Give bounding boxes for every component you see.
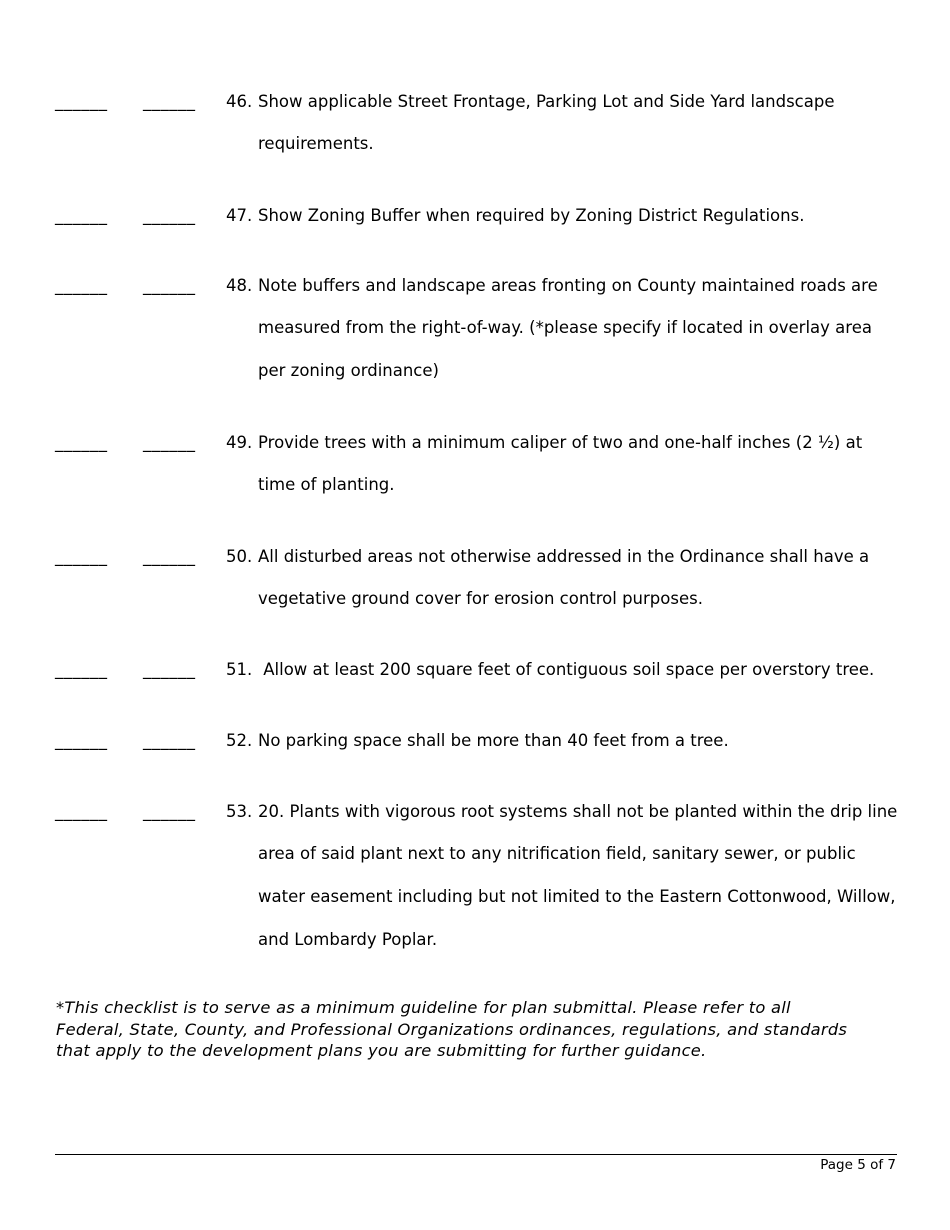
- item-text: Allow at least 200 square feet of contiguous soil space per overstory tree.: [258, 659, 875, 679]
- blank-line-second[interactable]: ______: [143, 206, 196, 225]
- blank-line-first[interactable]: ______: [55, 802, 108, 821]
- blank-line-second[interactable]: ______: [143, 276, 196, 295]
- item-text: Show applicable Street Frontage, Parking Lot and Side Yard landscape requirements.: [258, 91, 835, 154]
- item-text: No parking space shall be more than 40 feet from a tree.: [258, 730, 729, 750]
- item-number: 51.: [226, 660, 253, 679]
- item-number: 50.: [226, 547, 253, 566]
- item-number: 53.: [226, 802, 253, 821]
- blank-line-first[interactable]: ______: [55, 731, 108, 750]
- guideline-note: *This checklist is to serve as a minimum guideline for plan submittal. Please refer to all Federal, State, County, and Professional Organizations ordinances, regulations, and standards that apply to the development plans you are submitting for further guidance.: [56, 998, 848, 1061]
- item-number: 52.: [226, 731, 253, 750]
- page-number: Page 5 of 7: [820, 1157, 896, 1173]
- item-text: Provide trees with a minimum caliper of two and one-half inches (2 ½) at time of planting.: [258, 432, 863, 495]
- footer-divider: [55, 1154, 897, 1155]
- item-number: 46.: [226, 92, 253, 111]
- blank-line-first[interactable]: ______: [55, 206, 108, 225]
- blank-line-first[interactable]: ______: [55, 660, 108, 679]
- item-text: Note buffers and landscape areas fronting on County maintained roads are measured from the right-of-way. (*please specify if located in overlay area per zoning ordinance): [258, 275, 878, 381]
- item-number: 49.: [226, 433, 253, 452]
- item-number: 47.: [226, 206, 253, 225]
- blank-line-second[interactable]: ______: [143, 802, 196, 821]
- blank-line-second[interactable]: ______: [143, 92, 196, 111]
- item-number: 48.: [226, 276, 253, 295]
- blank-line-second[interactable]: ______: [143, 660, 196, 679]
- blank-line-first[interactable]: ______: [55, 547, 108, 566]
- blank-line-first[interactable]: ______: [55, 92, 108, 111]
- item-text: All disturbed areas not otherwise addressed in the Ordinance shall have a vegetative ground cover for erosion control purposes.: [258, 546, 870, 609]
- blank-line-first[interactable]: ______: [55, 433, 108, 452]
- blank-line-second[interactable]: ______: [143, 547, 196, 566]
- blank-line-second[interactable]: ______: [143, 731, 196, 750]
- blank-line-first[interactable]: ______: [55, 276, 108, 295]
- item-text: 20. Plants with vigorous root systems shall not be planted within the drip line area of said plant next to any nitrification field, sanitary sewer, or public water easement including but not limited to the Eastern Cottonwood, Willow, and Lombardy Poplar.: [258, 801, 898, 949]
- item-text: Show Zoning Buffer when required by Zoning District Regulations.: [258, 205, 805, 225]
- blank-line-second[interactable]: ______: [143, 433, 196, 452]
